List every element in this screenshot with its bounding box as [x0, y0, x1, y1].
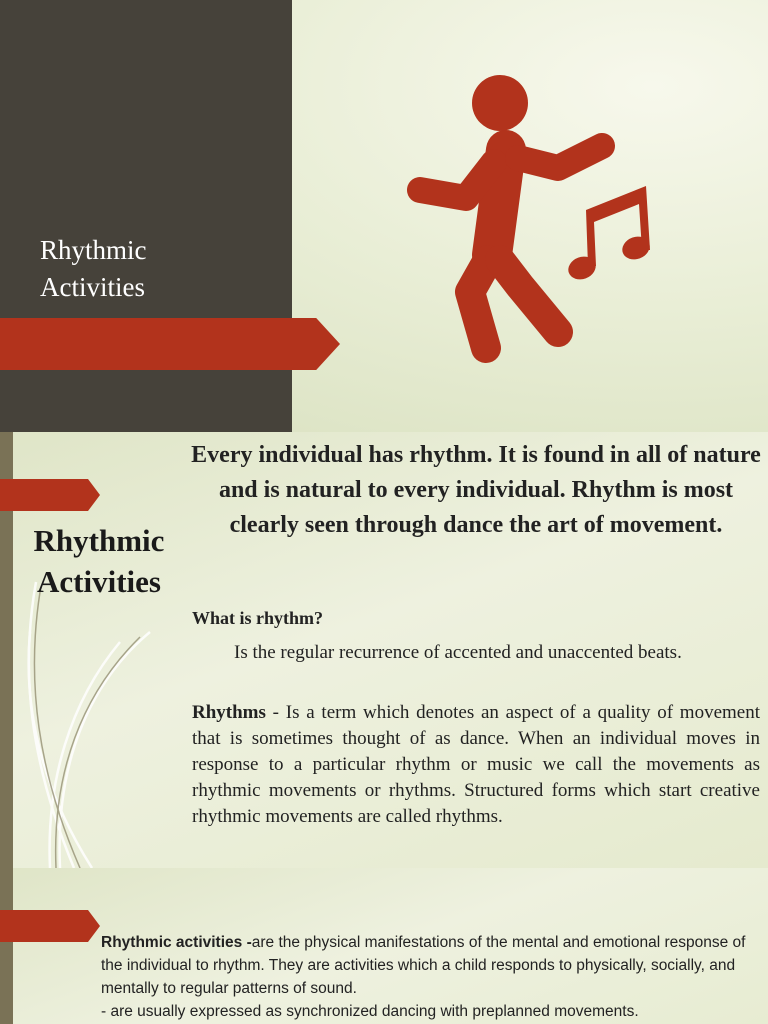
rhythmic-activities-note: - are usually expressed as synchronized dancing with preplanned movements.	[101, 1003, 639, 1020]
rhythm-definition-slide	[0, 432, 768, 868]
side-title-line2: Activities	[37, 564, 161, 599]
red-arrow-banner	[0, 318, 340, 370]
side-title-line1: Rhythmic	[33, 523, 165, 558]
side-title	[14, 520, 184, 602]
dancing-person-with-music-note-icon	[396, 70, 656, 370]
rhythms-description: - Is a term which denotes an aspect of a quality of movement that is sometimes thought of as dance. When an individual moves in response to a particular rhythm or music we call the movements as rhythmic movements or rhythms. Structured forms which start creative rhythmic movements are called rhythms.	[192, 702, 760, 827]
lead-statement: Every individual has rhythm. It is found in all of nature and is natural to every individual. Rhythm is most clearly seen through dance the art of movement.	[191, 442, 761, 538]
red-arrow-banner	[0, 479, 100, 511]
side-stripe	[0, 868, 13, 1024]
slide-title	[40, 232, 280, 306]
title-slide	[0, 0, 768, 432]
rhythmic-activities-slide	[0, 868, 768, 1024]
rhythm-definition: Is the regular recurrence of accented and unaccented beats.	[234, 642, 682, 663]
rhythms-term: Rhythms	[192, 702, 266, 723]
rhythmic-activities-term: Rhythmic activities -	[101, 934, 252, 951]
rhythmic-activities-paragraph	[101, 931, 751, 1023]
red-arrow-banner	[0, 910, 100, 942]
slide-title-line2: Activities	[40, 272, 145, 302]
rhythmic-activities-description: are the physical manifestations of the mental and emotional response of the individual to rhythm. They are activities which a child responds to physically, socially, and mentally to regular patterns of sound.	[101, 934, 746, 997]
rhythms-paragraph	[192, 700, 760, 830]
question-heading: What is rhythm?	[192, 608, 324, 628]
slide-title-line1: Rhythmic	[40, 235, 147, 265]
